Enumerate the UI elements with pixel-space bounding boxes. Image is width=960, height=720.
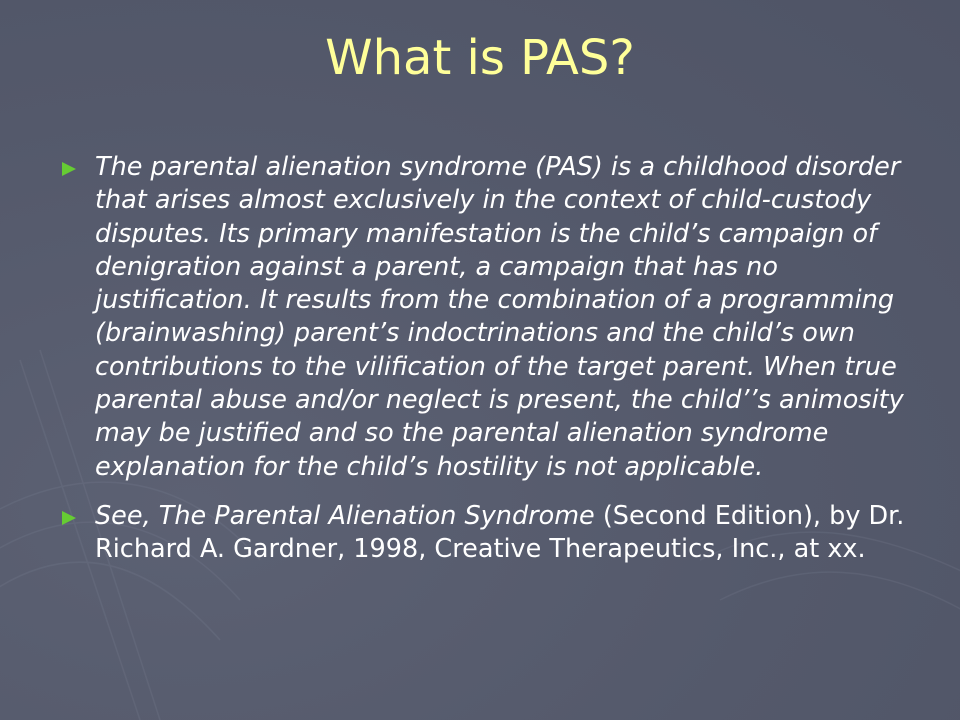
citation-book-title: See, The Parental Alienation Syndrome: [95, 500, 595, 531]
slide-title: What is PAS?: [325, 30, 635, 86]
bullet-item-citation: [60, 500, 920, 567]
bullet-item-definition: [60, 151, 920, 484]
citation-details: (Second Edition), by Dr. Richard A. Gardner, 1998, Creative Therapeutics, Inc., at xx.: [95, 500, 905, 565]
bullet-text-definition: The parental alienation syndrome (PAS) is a childhood disorder that arises almost exclusively in the context of child-custody disputes. Its primary manifestation is the child’s campaign of denigration against a parent, a campaign that has no justification. It results from the combination of a programming (brainwashing) parent’s indoctrinations and the child’s own contributions to the vilification of the target parent. When true parental abuse and/or neglect is present, the child’’s animosity may be justified and so the parental alienation syndrome explanation for the child’s hostility is not applicable.: [95, 152, 904, 482]
triangle-right-icon: [60, 510, 78, 526]
triangle-right-icon: [60, 161, 78, 177]
bullet-list: [60, 151, 920, 567]
